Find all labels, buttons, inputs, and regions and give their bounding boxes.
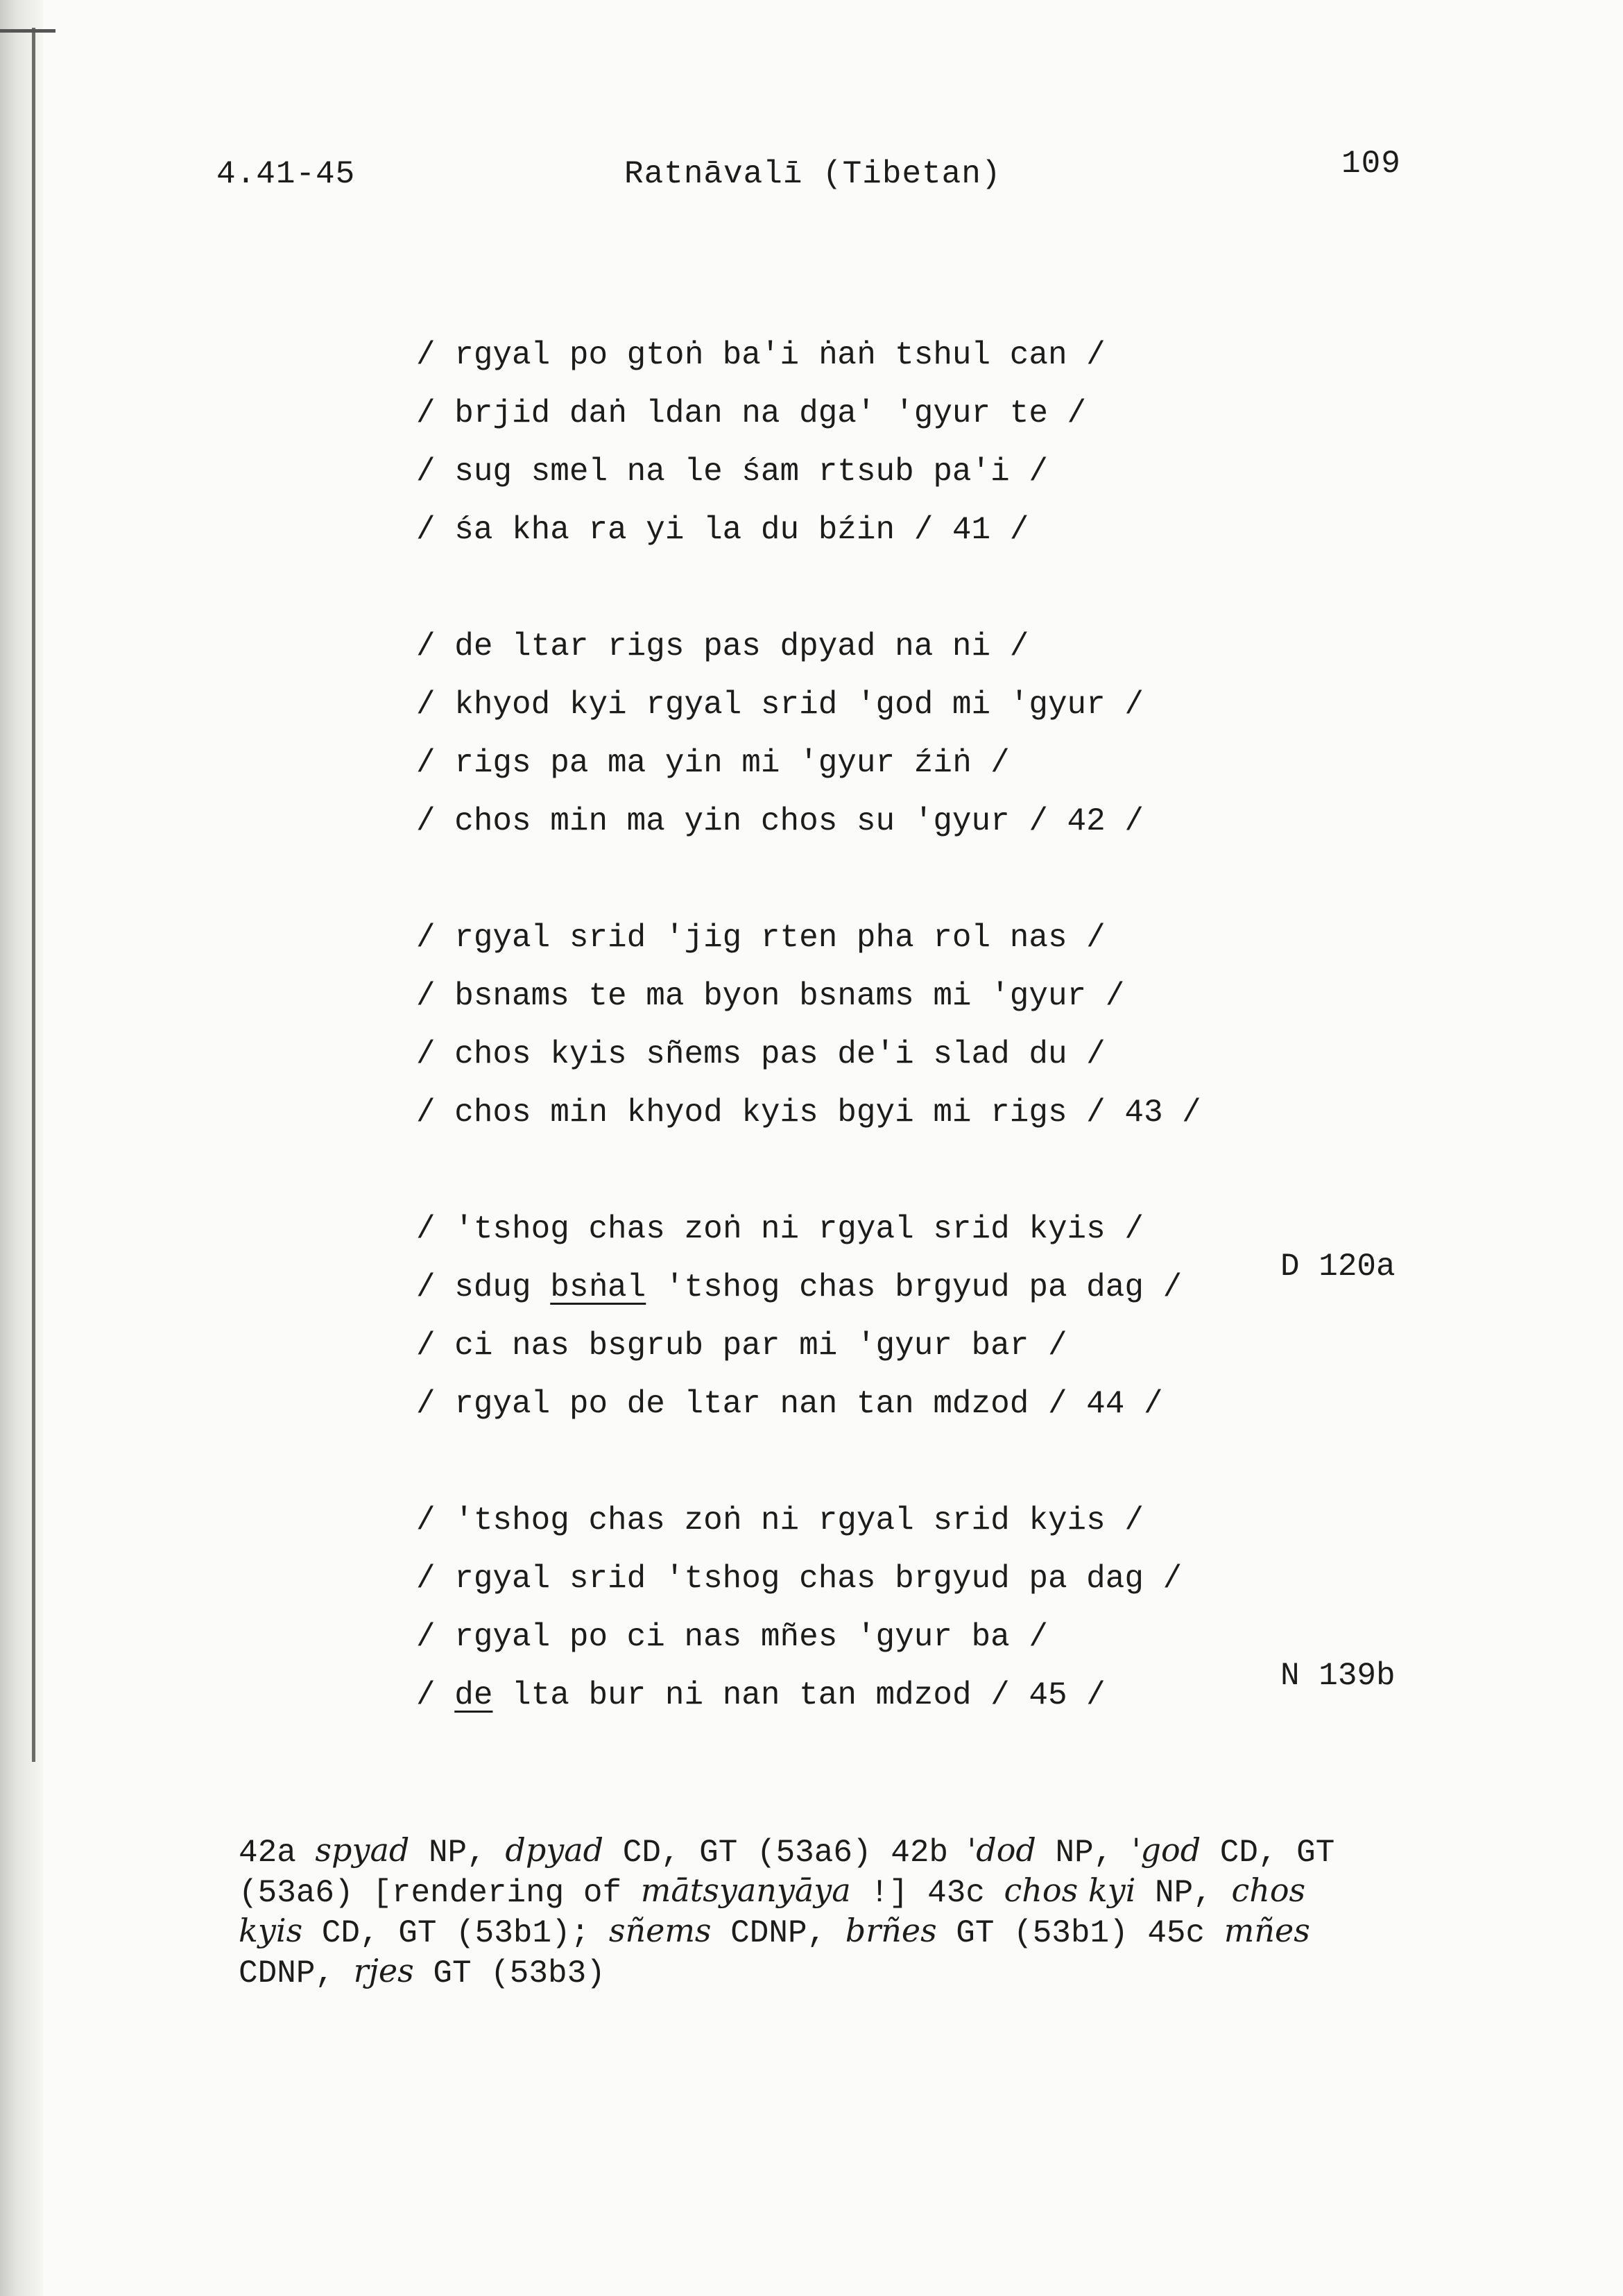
note-text: CD, GT (53a6) 42b bbox=[603, 1835, 968, 1871]
scan-edge-line bbox=[32, 28, 35, 1762]
page-number: 109 bbox=[1341, 146, 1401, 182]
note-variant: dpyad bbox=[505, 1831, 604, 1869]
note-text: CDNP, bbox=[711, 1915, 845, 1951]
verse-range: 4.41-45 bbox=[216, 156, 356, 192]
note-text: 42a bbox=[239, 1835, 316, 1871]
note-line bbox=[239, 1871, 1432, 1912]
page-title: Ratnāvalī (Tibetan) bbox=[624, 156, 1002, 192]
verse-line: / rgyal po ci nas mñes 'gyur ba / bbox=[416, 1619, 1048, 1655]
note-text: CDNP, bbox=[239, 1955, 354, 1991]
note-variant: chos bbox=[1231, 1871, 1306, 1909]
scan-edge bbox=[0, 0, 43, 2296]
underlined-word: de bbox=[454, 1677, 493, 1713]
note-text: (53a6) [rendering of bbox=[239, 1875, 641, 1911]
verse-text: / bbox=[416, 1677, 455, 1713]
note-text: GT (53b3) bbox=[413, 1955, 606, 1991]
folio-siglum-n: N 139b bbox=[1280, 1658, 1396, 1694]
verse-text: / sdug bbox=[416, 1269, 551, 1305]
note-variant: 'dod bbox=[967, 1831, 1036, 1869]
verse-line: / de ltar rigs pas dpyad na ni / bbox=[416, 628, 1029, 665]
verse-line: / chos kyis sñems pas de'i slad du / bbox=[416, 1036, 1106, 1072]
verse-line: / brjid daṅ ldan na dga' 'gyur te / bbox=[416, 395, 1087, 431]
note-line bbox=[239, 1912, 1432, 1952]
note-text: GT (53b1) 45c bbox=[936, 1915, 1224, 1951]
note-variant: chos kyi bbox=[1004, 1871, 1136, 1909]
verse-line: / rgyal srid 'tshog chas brgyud pa dag / bbox=[416, 1561, 1183, 1597]
verse-line: / rgyal po de ltar nan tan mdzod / 44 / bbox=[416, 1386, 1163, 1422]
note-text: NP, bbox=[1135, 1875, 1232, 1911]
scan-edge-notch bbox=[0, 29, 55, 33]
verse-line: / 'tshog chas zoṅ ni rgyal srid kyis / bbox=[416, 1211, 1144, 1247]
verse-line: / sug smel na le śam rtsub pa'i / bbox=[416, 454, 1048, 490]
verse-line bbox=[416, 1666, 1201, 1724]
verse-text: 'tshog chas brgyud pa dag / bbox=[646, 1269, 1183, 1305]
underlined-word: bsṅal bbox=[550, 1269, 646, 1305]
note-variant: kyis bbox=[239, 1912, 303, 1949]
note-text: !] 43c bbox=[850, 1875, 1004, 1911]
note-variant: rjes bbox=[353, 1952, 414, 1989]
verse-line bbox=[416, 1258, 1201, 1317]
verse-block bbox=[416, 326, 1201, 1783]
verse-line: / rgyal srid 'jig rten pha rol nas / bbox=[416, 920, 1106, 956]
note-variant: mñes bbox=[1223, 1912, 1310, 1949]
verse-line: / khyod kyi rgyal srid 'god mi 'gyur / bbox=[416, 687, 1144, 723]
note-text: NP, bbox=[1036, 1835, 1132, 1871]
stanza-44 bbox=[416, 1200, 1201, 1433]
folio-siglum-d: D 120a bbox=[1280, 1249, 1396, 1285]
stanza-42 bbox=[416, 617, 1201, 850]
critical-apparatus bbox=[239, 1831, 1432, 1992]
verse-line: / ci nas bsgrub par mi 'gyur bar / bbox=[416, 1328, 1067, 1364]
note-variant: 'god bbox=[1131, 1831, 1201, 1869]
note-variant: sñems bbox=[608, 1912, 712, 1949]
stanza-41 bbox=[416, 326, 1201, 559]
verse-line: / chos min khyod kyis bgyi mi rigs / 43 / bbox=[416, 1095, 1201, 1131]
stanza-43 bbox=[416, 909, 1201, 1142]
verse-line: / 'tshog chas zoṅ ni rgyal srid kyis / bbox=[416, 1502, 1144, 1539]
note-variant: mātsyanyāya bbox=[640, 1871, 851, 1909]
note-variant: spyad bbox=[315, 1831, 410, 1869]
note-line bbox=[239, 1831, 1432, 1871]
note-text: CD, GT bbox=[1201, 1835, 1335, 1871]
verse-line: / chos min ma yin chos su 'gyur / 42 / bbox=[416, 803, 1144, 839]
verse-line: / rgyal po gtoṅ ba'i ṅaṅ tshul can / bbox=[416, 337, 1106, 373]
verse-text: lta bur ni nan tan mdzod / 45 / bbox=[492, 1677, 1106, 1713]
verse-line: / rigs pa ma yin mi 'gyur źiṅ / bbox=[416, 745, 1010, 781]
verse-line: / bsnams te ma byon bsnams mi 'gyur / bbox=[416, 978, 1125, 1014]
note-text: CD, GT (53b1); bbox=[302, 1915, 609, 1951]
note-variant: brñes bbox=[845, 1912, 937, 1949]
note-text: NP, bbox=[409, 1835, 506, 1871]
note-line bbox=[239, 1952, 1432, 1992]
stanza-45 bbox=[416, 1491, 1201, 1724]
verse-line: / śa kha ra yi la du bźin / 41 / bbox=[416, 512, 1029, 548]
